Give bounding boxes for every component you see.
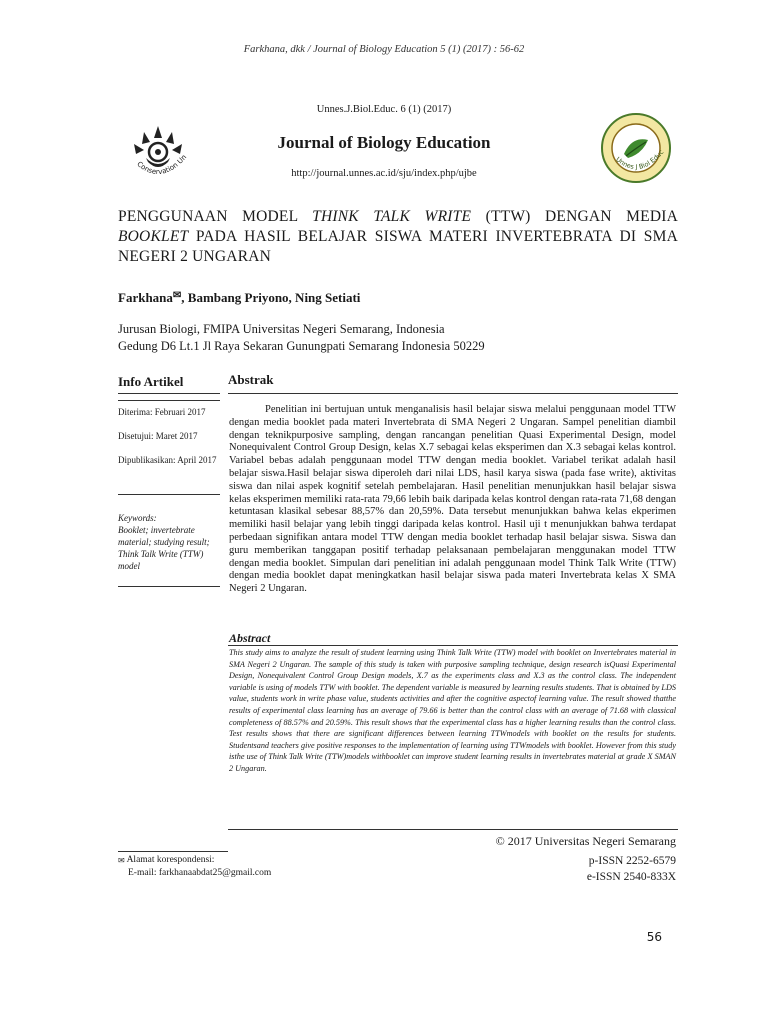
authors: [118, 290, 360, 306]
running-header: Farkhana, dkk / Journal of Biology Education 5 (1) (2017) : 56-62: [243, 44, 525, 55]
divider: [118, 494, 220, 495]
journal-name: Journal of Biology Education: [277, 133, 491, 152]
date-received: Diterima: Februari 2017: [118, 407, 206, 417]
logo-left-text: Conservation Un: [135, 153, 189, 177]
logo-right-text: Unnes J Biol Educ: [614, 148, 666, 172]
divider: [118, 586, 220, 587]
abstrak-heading: Abstrak: [228, 372, 274, 387]
divider: [228, 393, 678, 394]
title-italic: BOOKLET: [118, 228, 189, 245]
mail-icon: ✉: [118, 856, 125, 865]
copyright: © 2017 Universitas Negeri Semarang: [495, 834, 676, 848]
affiliation-line: Gedung D6 Lt.1 Jl Raya Sekaran Gunungpati Semarang Indonesia 50229: [118, 339, 485, 353]
keywords-label: Keywords:: [118, 513, 157, 523]
info-artikel-heading: Info Artikel: [118, 374, 184, 389]
journal-logo: [598, 110, 674, 186]
correspondence-label-text: Alamat korespondensi:: [126, 855, 215, 865]
correspondence-label: [118, 854, 214, 867]
mail-icon: ✉: [172, 290, 182, 301]
divider: [228, 829, 678, 830]
title-italic: THINK TALK WRITE: [312, 208, 472, 225]
divider: [228, 645, 678, 646]
affiliation: [118, 321, 485, 355]
journal-url[interactable]: http://journal.unnes.ac.id/sju/index.php/ujbe: [291, 168, 477, 179]
affiliation-line: Jurusan Biologi, FMIPA Universitas Negeri Semarang, Indonesia: [118, 322, 445, 336]
journal-logo-icon: [598, 110, 674, 186]
p-issn: p-ISSN 2252-6579: [588, 855, 676, 867]
author-first: Farkhana: [118, 290, 173, 305]
date-published: Dipublikasikan: April 2017: [118, 455, 217, 465]
keywords: [118, 512, 218, 572]
date-accepted: Disetujui: Maret 2017: [118, 431, 198, 441]
article-title: [118, 207, 678, 267]
title-text: PADA HASIL BELAJAR SISWA MATERI INVERTEBRATA DI SMA NEGERI 2 UNGARAN: [118, 228, 678, 265]
e-issn: e-ISSN 2540-833X: [586, 871, 676, 883]
title-text: (TTW) DENGAN MEDIA: [471, 208, 678, 225]
title-text: PENGGUNAAN MODEL: [118, 208, 313, 225]
journal-issue: Unnes.J.Biol.Educ. 6 (1) (2017): [316, 104, 452, 115]
abstract-text: This study aims to analyze the result of student learning using Think Talk Write (TTW) model with booklet on Invertebrates material in SMA Negeri 2 Ungaran. The sample of this study is taken with purposive sampling technique, design research isQuasi Experimental Design, Nonequivalent Control Group Design models, X.7 as the experiments class and X.3 as the control class. The independent variable is using of models TTW with booklet. The dependent variable is measured by learning results students. That is obtained by LDS value, students work in write phase value, students activities and after the cognitive aspectof learning value. The result showed thatthe results of experimental class learning has an average of 79.66 is better than the control class with an average of 71.68 with classical completeness of 88.57% and 20.59%. This result shows that the experimental class has a higher learning results than the control class. Test results shows that there are significant differences between learning TTWmodels with booklet on the results for students. Studentsand teachers give positive responses to the implementation of learning using TTWmodels with booklet. However from this study isthe use of Think Talk Write (TTW)models withbooklet can improve student learning results in invertebrates material at grade X SMAN 2 Ungaran.: [229, 648, 676, 773]
correspondence-email[interactable]: E-mail: farkhanaabdat25@gmail.com: [128, 868, 272, 878]
article-dates: [118, 406, 218, 478]
unnes-logo-icon: [118, 118, 198, 188]
divider: [118, 400, 220, 401]
keywords-list: Booklet; invertebrate material; studying result; Think Talk Write (TTW) model: [118, 525, 210, 571]
author-rest: , Bambang Priyono, Ning Setiati: [181, 290, 361, 305]
unnes-logo: [118, 118, 198, 188]
page-number: 56: [646, 930, 662, 944]
abstrak-text: Penelitian ini bertujuan untuk menganalisis hasil belajar siswa melalui penggunaan model TTW dengan media booklet pada materi Invertebrata di SMA Negeri 2 Ungaran. Sampel penelitian diambil dengan teknikpurposive sampling, dengan rancangan penelitian Quasi Experimental Design, model Nonequivalent Control Group Design, kelas X.7 sebagai kelas eksperimen dan X.3 sebagai kelas kontrol. Variabel bebas adalah penggunaan model TTW dengan media booklet. Variabel terikat adalah hasil belajar siswa.Hasil belajar siswa diperoleh dari nilai LDS, hasil karya siswa (pada fase write), aktivitas siswa dan nilai aspek kognitif setelah pembelajaran. Hasil penelitian menunjukkan hasil belajar siswa kelas eksperimen memiliki rata-rata 79,66 lebih baik daripada kelas kontrol dengan rata-rata 71,68 dengan ketuntasan klasikal sebesar 88,57% dan 20,59%. Data tersebut menunjukkan bahwa kelas ekperimen memiliki hasil belajar yang lebih tinggi daripada kelas kontrol. Hasil uji t menunjukkan bahwa terdapat perbedaan signifikan antara model TTW dengan media booklet terhadap hasil belajar siswa. Siswa dan guru memberikan tanggapan positif terhadap pelaksanaan pembelajaran menggunakan model TTW dengan media booklet. Simpulan dari penelitian ini adalah penggunaan model Think Talk Write (TTW) dengan media booklet dapat meningkatkan hasil belajar siswa pada materi Invertebrata kelas X SMA Negeri 2 Ungaran.: [229, 404, 676, 595]
footnote-divider: [118, 851, 228, 852]
abstract-heading: Abstract: [229, 631, 271, 645]
divider: [118, 393, 220, 394]
